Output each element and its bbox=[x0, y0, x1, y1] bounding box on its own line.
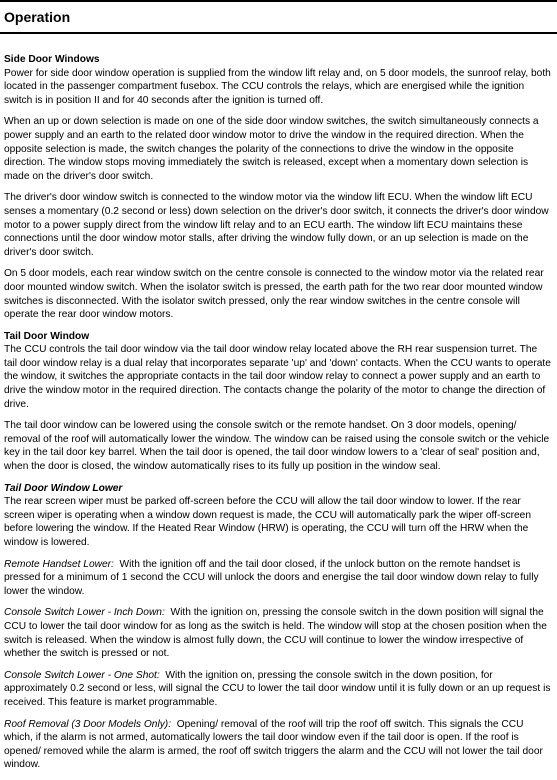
paragraph-text: With the ignition on, pressing the console switch in the down position will signal the CCU to lower the tail door window for as long as the switch is held. The window will stop at the chosen position when the switch is released. When the window is almost fully down, the CCU will continue to lower the window irrespective of whether the switch is pressed or not. bbox=[4, 607, 547, 660]
paragraph: On 5 door models, each rear window switch on the centre console is connected to the window motor via the related rear door mounted window switch. When the isolator switch is pressed, the earth path for the two rear door mounted window switches is disconnected. With the isolator switch pressed, only the rear window switches in the centre console will operate the rear door window motors. bbox=[4, 268, 544, 321]
run-in-heading: Remote Handset Lower: bbox=[4, 558, 114, 570]
paragraph: The rear screen wiper must be parked off-screen before the CCU will allow the tail door window to lower. If the rear screen wiper is operating when a window down request is made, the CCU will automatically park the wiper off-screen before lowering the window. If the Heated Rear Window (HRW) is operating, the CCU will turn off the HRW when the window is lowered. bbox=[4, 496, 531, 548]
paragraph-one-shot bbox=[4, 669, 553, 710]
section-heading-tail-door-window: Tail Door Window bbox=[4, 330, 90, 342]
paragraph-remote-handset-lower bbox=[4, 558, 553, 599]
paragraph: The CCU controls the tail door window via the tail door window relay located above the RH rear suspension turret. The tail door window relay is a dual relay that incorporates separate 'up' and 'down' contacts. When the CCU wants to operate the window, it switches the appropriate contacts in the tail door window relay to connect a power supply and an earth to drive the window motor in the required direction. The contacts change the polarity of the motor to change the direction of drive. bbox=[4, 344, 551, 410]
run-in-heading: Console Switch Lower - Inch Down: bbox=[4, 607, 165, 619]
run-in-heading: Console Switch Lower - One Shot: bbox=[4, 669, 160, 681]
paragraph-text: With the ignition on, pressing the console switch in the down position, for approximately 0.2 second or less, will signal the CCU to lower the tail door window until it is fully down or an up request is received. This feature is market programmable. bbox=[4, 669, 551, 708]
paragraph: The tail door window can be lowered using the console switch or the remote handset. On 3 door models, opening/ removal of the roof will automatically lower the window. The window can be raised using the console switch or the vehicle key in the tail door key barrel. When the tail door is opened, the tail door window lowers to a 'clear of seal' position and, when the door is closed, the window automatically rises to its fully up position in the window seal. bbox=[4, 420, 550, 473]
run-in-heading: Roof Removal (3 Door Models Only): bbox=[4, 718, 172, 730]
paragraph-text: Opening/ removal of the roof will trip the roof off switch. This signals the CCU which, if the alarm is not armed, automatically lowers the tail door window even if the tail door is open. If the roof is opened/ removed while the alarm is armed, the roof off switch triggers the alarm and the CCU will not lower the tail door window. bbox=[4, 718, 543, 771]
document-body bbox=[4, 53, 553, 780]
paragraph-roof-removal bbox=[4, 718, 553, 772]
paragraph: The driver's door window switch is connected to the window motor via the window lift ECU. When the window lift ECU senses a momentary (0.2 second or less) down selection on the driver's door switch, it connects the driver's door window motor to a power supply direct from the window lift relay and to an ECU earth. The window lift ECU maintains these connections until the door window motor stalls, after driving the window fully down, or an up selection is made on the driver's door switch. bbox=[4, 192, 549, 258]
paragraph-text: With the ignition off and the tail door closed, if the unlock button on the remote handset is pressed for a minimum of 1 second the CCU will unlock the doors and energise the tail door window down relay to fully lower the window. bbox=[4, 558, 539, 597]
page-title: Operation bbox=[4, 9, 71, 25]
subsection-heading-tail-door-window-lower: Tail Door Window Lower bbox=[4, 482, 123, 494]
paragraph: Power for side door window operation is supplied from the window lift relay and, on 5 door models, the sunroof relay, both located in the passenger compartment fusebox. The CCU controls the relays, which are energised while the ignition switch is in position II and for 40 seconds after the ignition is turned off. bbox=[4, 67, 551, 106]
page-header bbox=[0, 0, 557, 34]
section-heading-side-door-windows: Side Door Windows bbox=[4, 54, 100, 65]
paragraph: When an up or down selection is made on one of the side door window switches, the switch simultaneously connects a power supply and an earth to the related door window motor to drive the window in the required direction. When the opposite selection is made, the switch changes the polarity of the connections to drive the window in the opposite direction. The window stops moving immediately the switch is released, except when a momentary down selection is made on the driver's door switch. bbox=[4, 116, 539, 182]
paragraph-inch-down bbox=[4, 606, 553, 660]
